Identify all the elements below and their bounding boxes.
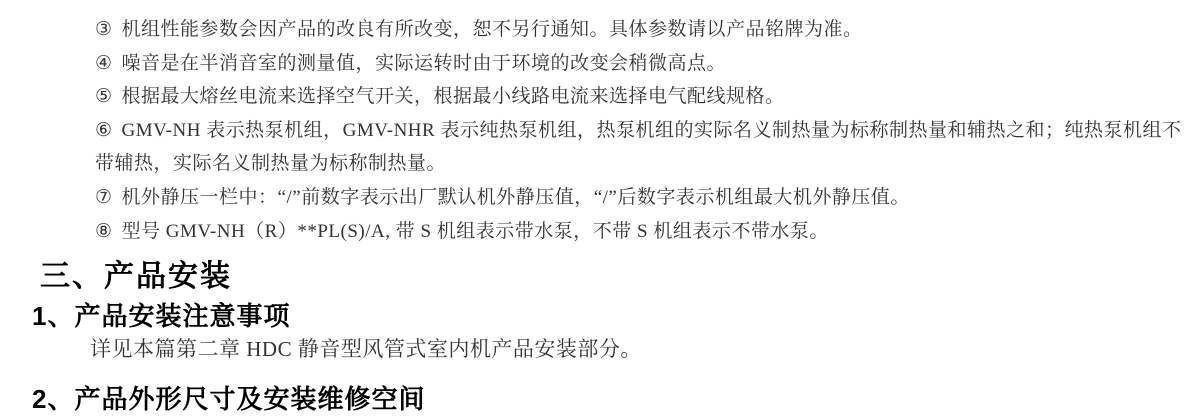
note-marker: ⑧ xyxy=(95,220,113,242)
note-item xyxy=(95,215,1193,249)
note-text: 噪音是在半消音室的测量值，实际运转时由于环境的改变会稍微高点。 xyxy=(121,52,727,74)
note-item xyxy=(95,114,1193,181)
note-text: GMV-NH 表示热泵机组，GMV-NHR 表示纯热泵机组，热泵机组的实际名义制热量为标称制热量和辅热之和；纯热泵机组不带辅热，实际名义制热量为标称制热量。 xyxy=(95,119,1182,175)
note-item xyxy=(95,181,1193,215)
subsection-heading-install-notes: 1、产品安装注意事项 xyxy=(32,301,291,332)
note-marker: ④ xyxy=(95,52,113,74)
note-marker: ⑤ xyxy=(95,86,113,108)
note-marker: ⑦ xyxy=(95,186,113,208)
section-heading-installation: 三、产品安装 xyxy=(40,260,232,294)
note-text: 机外静压一栏中：“/”前数字表示出厂默认机外静压值，“/”后数字表示机组最大机外静压值。 xyxy=(121,186,910,208)
note-marker: ⑥ xyxy=(95,119,113,141)
note-text: 机组性能参数会因产品的改良有所改变，恕不另行通知。具体参数请以产品铭牌为准。 xyxy=(121,19,863,40)
subsection-heading-dimensions: 2、产品外形尺寸及安装维修空间 xyxy=(32,384,426,415)
note-item xyxy=(95,47,1193,81)
note-text: 型号 GMV-NH（R）**PL(S)/A, 带 S 机组表示带水泵，不带 S 机组表示不带水泵。 xyxy=(121,220,829,242)
note-text: 根据最大熔丝电流来选择空气开关，根据最小线路电流来选择电气配线规格。 xyxy=(121,86,785,108)
subsection-body-install-notes: 详见本篇第二章 HDC 静音型风管式室内机产品安装部分。 xyxy=(90,337,642,362)
note-item xyxy=(95,13,1193,47)
note-item xyxy=(95,80,1193,114)
note-marker: ③ xyxy=(95,19,113,40)
